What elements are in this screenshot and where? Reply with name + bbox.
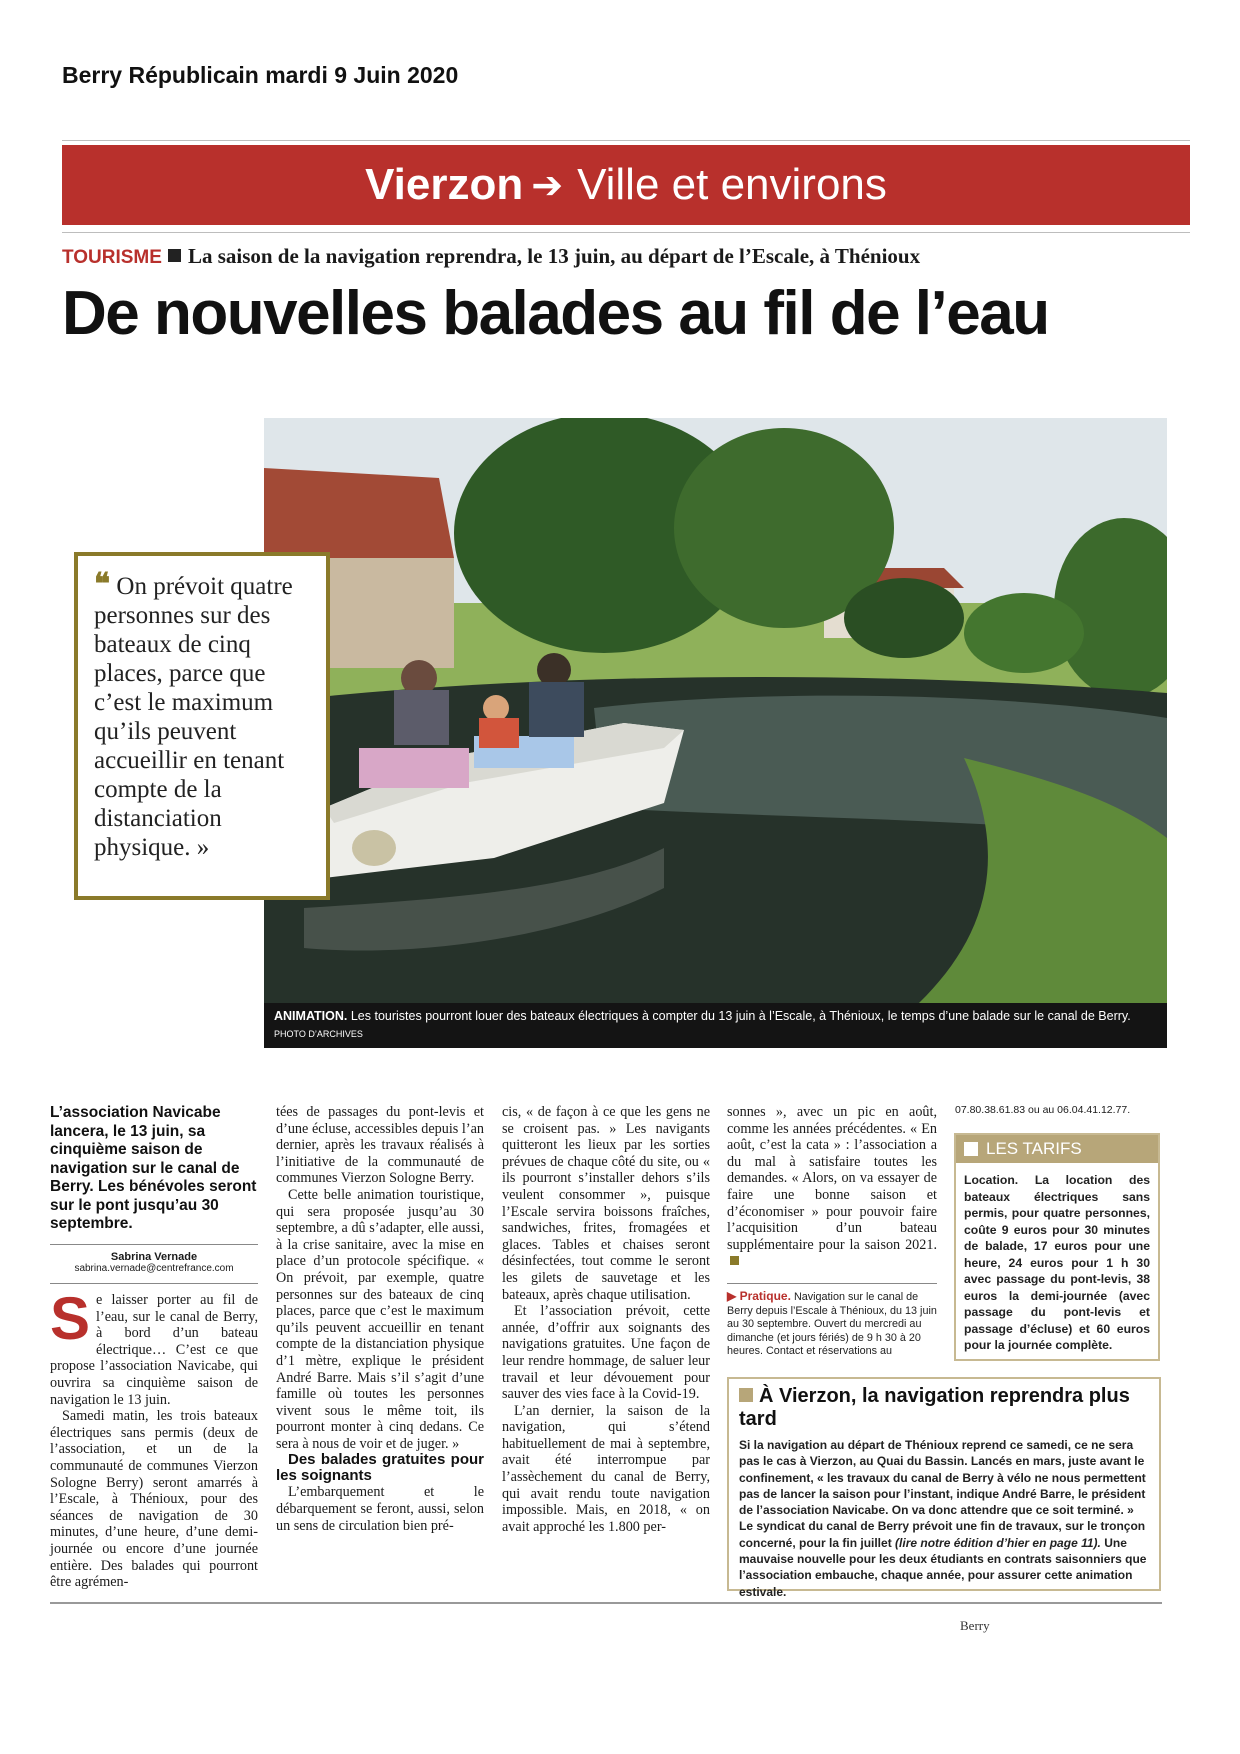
body-p9: sonnes », avec un pic en août, comme les années précédentes. « En août, c’est la cata » : l’association a du mal à satisfaire toutes les demandes. « Alors, on va essayer de faire une bonne saison et d’économiser » pour pouvoir faire l’acquisition d’un bateau supplémentaire pour la saison 2021.: [727, 1104, 937, 1253]
body-subhead: Des balades gratuites pour les soignants: [276, 1451, 484, 1485]
pratique-box: [727, 1290, 937, 1359]
contact-phone: 07.80.38.61.83 ou au 06.04.41.12.77.: [955, 1104, 1131, 1116]
tarifs-label: Location.: [964, 1173, 1019, 1187]
square-icon: [964, 1142, 978, 1156]
body-column-1: [50, 1285, 258, 1591]
footer-edition: Berry: [960, 1618, 990, 1633]
square-bullet-icon: [168, 249, 181, 262]
pratique-rule: [727, 1283, 937, 1284]
body-p8: L’an dernier, la saison de la navigation, qui s’étend habituellement de mai à septembre, avait été interrompue par l’assèchement du canal de Berry, qui avait rendu toute navigation impossible. Mais, en 2018, « on avait approché les 1.800 per-: [502, 1402, 710, 1535]
body-column-3: [502, 1104, 710, 1535]
pointer-icon: ▶: [727, 1289, 737, 1303]
byline-rule: [50, 1244, 258, 1245]
caption-text: Les touristes pourront louer des bateaux électriques à compter du 13 juin à l’Escale, à Thénioux, le temps d’une balade sur le canal de Berry.: [350, 1009, 1131, 1023]
canal-boat-illustration: [264, 418, 1167, 1048]
top-rule: [62, 140, 1190, 141]
kicker: [62, 244, 920, 269]
vierzon-text-b: Une mauvaise nouvelle pour les deux étudiants en contrats saisonniers que l’association embauche, chaque année, pour assurer cette animation estivale.: [739, 1535, 1147, 1599]
section-banner: [62, 145, 1190, 225]
vierzon-title: À Vierzon, la navigation reprendra plus tard: [739, 1385, 1130, 1430]
footer-rule: [50, 1602, 1162, 1604]
tarifs-box: [954, 1133, 1160, 1361]
pratique-label: Pratique.: [739, 1289, 791, 1303]
author-name: Sabrina Vernade: [110, 1251, 198, 1263]
end-mark-icon: [730, 1256, 739, 1265]
body-p7: Et l’association prévoit, cette année, d’offrir aux soignants des navigations gratuites. Une façon de leur rendre hommage, de saluer leur travail et leur dévouement pour sauver des vies face à la Covid-19.: [502, 1303, 710, 1403]
body-p5: L’embarquement et le débarquement se feront, aussi, selon un sens de circulation bien pré-: [276, 1484, 484, 1534]
body-p4: Cette belle animation touristique, qui sera proposée jusqu’au 30 septembre, a dû s’adapter, elle aussi, à la crise sanitaire, avec la mise en place d’un protocole spécifique. « On prévoit, par exemple, quatre personnes sur des bateaux de cinq places, parce que c’est le maximum qu’ils peuvent accueillir en tenant compte de la distanciation physique d’1 mètre, explique le président André Barre. Mais s’il s’agit d’une famille où toutes les personnes vivent sous le même toit, ils pourront monter à cinq dedans. Ce sera à nous de voir et de juger. »: [276, 1186, 484, 1452]
vierzon-text-ref: (lire notre édition d’hier en page 11).: [895, 1535, 1101, 1550]
body-p2: Samedi matin, les trois bateaux électriques sans permis (deux de l’association, et un de la communauté de communes Vierzon Sologne Berry) seront amarrés à l’Escale, à Thénioux, pour des séances de navigation de 30 minutes, d’une heure, d’une demi-journée ou encore d’une journée entière. Des balades qui pourront être agrémen-: [50, 1408, 258, 1591]
article-intro: L’association Navicabe lancera, le 13 juin, sa cinquième saison de navigation sur le canal de Berry. Les bénévoles seront sur le pont jusqu’au 30 septembre.: [50, 1104, 257, 1232]
pull-quote: [74, 552, 330, 900]
kicker-tag: TOURISME: [62, 247, 162, 268]
banner-section: Ville et environs: [577, 160, 887, 209]
author-email: sabrina.vernade@centrefrance.com: [74, 1263, 234, 1274]
vierzon-body: [739, 1437, 1149, 1600]
tarifs-text: La location des bateaux électriques sans permis, pour quatre personnes, coûte 9 euros pour 30 minutes de balade, 17 euros pour une heure, 24 euros pour 1 h 30 avec passage du pont-levis, 38 euros la demi-journée (avec passage du pont-levis et passage d’écluse) et 60 euros pour la journée complète.: [964, 1173, 1151, 1352]
square-bullet-icon: [739, 1388, 753, 1402]
body-column-4: [727, 1104, 937, 1270]
vierzon-title-row: [739, 1385, 1149, 1431]
tarifs-body: [956, 1163, 1158, 1363]
headline: De nouvelles balades au fil de l’eau: [62, 279, 1049, 348]
banner-city: Vierzon: [365, 160, 524, 209]
drop-cap: S: [50, 1285, 91, 1352]
banner-bottom-rule: [62, 232, 1190, 233]
source-date-line: Berry Républicain mardi 9 Juin 2020: [62, 62, 459, 88]
byline-bottom-rule: [50, 1283, 258, 1284]
tarifs-header: [956, 1135, 1158, 1163]
body-p3: tées de passages du pont-levis et d’une écluse, accessibles depuis l’an dernier, après les travaux réalisés à l’initiative de la communauté de communes Vierzon Sologne Berry.: [276, 1104, 484, 1187]
byline: [50, 1251, 258, 1274]
photo-credit: PHOTO D’ARCHIVES: [274, 1029, 363, 1039]
body-p1: e laisser porter au fil de l’eau, sur le canal de Berry, à bord d’un bateau électrique… C’est ce que propose l’association Navicabe, qui ouvrira sa cinquième saison de navigation le 13 juin.: [50, 1292, 258, 1408]
body-column-2: [276, 1104, 484, 1534]
vierzon-box: [727, 1377, 1161, 1599]
photo-caption: [264, 1003, 1167, 1048]
body-p6: cis, « de façon à ce que les gens ne se croisent pas. » Les navigants quitteront les lieux par les sorties prévues de chaque côté du site, ou « ils pourront s’installer dehors s’ils veulent consommer », puisque l’Escale servira boissons fraîches, sandwiches, frites, fromagées et glaces. Tables et chaises seront désinfectées, tout comme le seront les gilets de sauvetage et les bateaux, après chaque utilisation.: [502, 1104, 710, 1303]
arrow-right-icon: ➔: [531, 164, 564, 207]
article-photo: [264, 418, 1167, 1048]
quote-mark-icon: ❝: [94, 568, 111, 601]
pratique-text: Navigation sur le canal de Berry depuis l’Escale à Thénioux, du 13 juin au 30 septembre. Ouvert du mercredi au dimanche (et jours fériés) de 9 h 30 à 20 heures. Contact et réservations au: [727, 1291, 937, 1357]
tarifs-title: LES TARIFS: [986, 1139, 1082, 1158]
pull-quote-text: On prévoit quatre personnes sur des bateaux de cinq places, parce que c’est le maximum qu’ils peuvent accueillir en tenant compte de la distanciation physique. »: [94, 573, 293, 861]
kicker-text: La saison de la navigation reprendra, le 13 juin, au départ de l’Escale, à Thénioux: [187, 244, 921, 268]
vierzon-text-a: Si la navigation au départ de Thénioux reprend ce samedi, ce ne sera pas le cas à Vierzon, au Quai du Bassin. Lancés en mars, juste avant le confinement, « les travaux du canal de Berry à vélo ne nous permettent pas de lancer la saison pour l’instant, indique André Barre, le président de l’association Navicabe. On va donc attendre que ce soit terminé. » Le syndicat du canal de Berry prévoit une fin de travaux, sur le tronçon concerné, pour la fin juillet: [739, 1438, 1146, 1550]
caption-label: ANIMATION.: [274, 1009, 348, 1023]
